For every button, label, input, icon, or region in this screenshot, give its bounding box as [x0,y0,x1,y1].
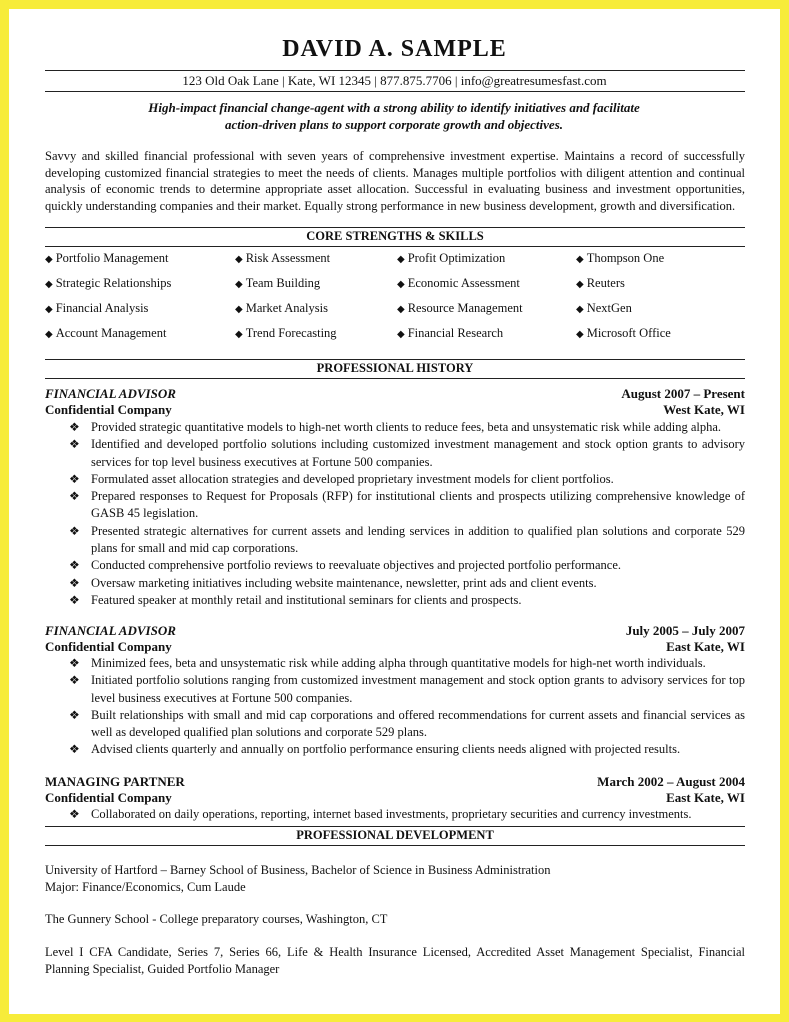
list-item: ❖ Featured speaker at monthly retail and institutional seminars for clients and prospects. [69,592,745,609]
skill-item: ◆ Resource Management [397,301,523,315]
diamond-icon: ◆ [235,304,243,315]
diamond-icon: ◆ [397,304,405,315]
skill-item: ◆ Profit Optimization [397,251,506,265]
skill-item: ◆ Financial Research [397,326,504,340]
skill-item: ◆ Financial Analysis [45,301,149,315]
resume-page [9,9,780,1014]
summary-paragraph: Savvy and skilled financial professional with seven years of comprehensive investment expertise. Maintains a record of successfully developing customized financial strategies to meet the needs of clients. Manages multiple portfolios with diligent attention and continual analysis of economic trends to determine appropriate asset allocation. Successful in evaluating business and investment opportunities, quickly understanding companies and their market. Equally strong performance in new business development, growth and diversification. [45,149,745,213]
list-item: ❖ Built relationships with small and mid cap corporations and offered recommendations for current assets and financial services as well as developed qualified plan solutions and corporate 529 plans. [69,707,745,740]
skill-item: ◆ NextGen [576,301,632,315]
job-bullets [69,655,745,759]
job-company: Confidential Company [45,790,172,805]
education-major: Major: Finance/Economics, Cum Laude [45,880,246,894]
skill-item: ◆ Team Building [235,276,321,290]
development-top-rule [45,826,745,827]
job-location: East Kate, WI [666,790,745,805]
bullet-icon: ❖ [69,807,80,821]
skills-bottom-rule [45,246,745,247]
job-company: Confidential Company [45,639,172,654]
diamond-icon: ◆ [576,329,584,340]
diamond-icon: ◆ [576,304,584,315]
list-item: ❖ Presented strategic alternatives for current assets and lending services in addition to qualified plan solutions and corporate 529 plans for small and mid cap corporations. [69,523,745,556]
list-item: ❖ Minimized fees, beta and unsystematic risk while adding alpha through quantitative models for high-net worth individuals. [69,655,745,672]
skill-item: ◆ Thompson One [576,251,665,265]
objective-line-2: action-driven plans to support corporate growth and objectives. [224,117,563,132]
skill-item: ◆ Trend Forecasting [235,326,337,340]
skills-column-2 [235,249,337,349]
diamond-icon: ◆ [235,279,243,290]
education-degree: University of Hartford – Barney School of Business, Bachelor of Science in Business Administration [45,863,551,877]
bullet-icon: ❖ [69,575,80,590]
bullet-icon: ❖ [69,489,80,504]
job-dates: August 2007 – Present [621,386,745,401]
development-bottom-rule [45,845,745,846]
header-rule [45,70,745,71]
bullet-icon: ❖ [69,471,80,486]
skill-item: ◆ Account Management [45,326,167,340]
diamond-icon: ◆ [45,329,53,340]
diamond-icon: ◆ [45,304,53,315]
diamond-icon: ◆ [45,279,53,290]
list-item: ❖ Conducted comprehensive portfolio reviews to reevaluate objectives and projected portfolio performance. [69,557,745,574]
job-location: West Kate, WI [663,402,745,417]
history-top-rule [45,359,745,360]
skills-heading: CORE STRENGTHS & SKILLS [306,229,484,243]
bullet-icon: ❖ [69,592,80,607]
diamond-icon: ◆ [397,329,405,340]
job-company: Confidential Company [45,402,172,417]
list-item: ❖ Oversaw marketing initiatives including website maintenance, newsletter, print ads and client events. [69,575,745,592]
skill-item: ◆ Market Analysis [235,301,328,315]
list-item: ❖ Identified and developed portfolio solutions including customized investment management and stock option grants to advisory services for top level business executives at Fortune 500 companies. [69,437,745,469]
history-bottom-rule [45,378,745,379]
objective [69,99,719,133]
certifications: Level I CFA Candidate, Series 7, Series 66, Life & Health Insurance Licensed, Accredited Asset Management Specialist, Financial Planning Specialist, Guided Portfolio Manager [45,945,745,976]
job-title: FINANCIAL ADVISOR [45,386,176,401]
skills-column-4 [576,249,671,349]
bullet-icon: ❖ [69,656,80,670]
list-item: ❖ Formulated asset allocation strategies and developed proprietary investment models for client portfolios. [69,471,745,488]
skills-column-3 [397,249,523,349]
contact-rule [45,91,745,92]
history-heading: PROFESSIONAL HISTORY [316,361,474,375]
skill-item: ◆ Strategic Relationships [45,276,172,290]
diamond-icon: ◆ [397,254,405,265]
job-location: East Kate, WI [666,639,745,654]
contact-line: 123 Old Oak Lane | Kate, WI 12345 | 877.875.7706 | info@greatresumesfast.com [182,73,607,88]
list-item: ❖ Collaborated on daily operations, reporting, internet based investments, proprietary securities and currency investments. [69,806,745,823]
bullet-icon: ❖ [69,707,80,722]
list-item: ❖ Advised clients quarterly and annually on portfolio performance ensuring clients needs aligned with projected results. [69,741,745,758]
skill-item: ◆ Economic Assessment [397,276,520,290]
bullet-icon: ❖ [69,742,80,757]
job-title: FINANCIAL ADVISOR [45,623,176,638]
bullet-icon: ❖ [69,437,80,452]
candidate-name: DAVID A. SAMPLE [282,36,507,62]
list-item: ❖ Provided strategic quantitative models to high-net worth clients to reduce fees, beta and unsystematic risk while adding alpha. [69,419,745,436]
bullet-icon: ❖ [69,523,80,538]
job-dates: March 2002 – August 2004 [597,774,745,789]
diamond-icon: ◆ [576,254,584,265]
skills-top-rule [45,227,745,228]
diamond-icon: ◆ [235,329,243,340]
skill-item: ◆ Microsoft Office [576,326,671,340]
job-title: MANAGING PARTNER [45,774,185,789]
skill-item: ◆ Portfolio Management [45,251,169,265]
job-bullets [69,806,745,823]
skill-item: ◆ Risk Assessment [235,251,331,265]
skill-item: ◆ Reuters [576,276,625,290]
bullet-icon: ❖ [69,420,80,434]
list-item: ❖ Prepared responses to Request for Proposals (RFP) for institutional clients and prospects utilizing comprehensive knowledge of GASB 45 legislation. [69,489,745,521]
job-bullets [69,419,745,609]
development-heading: PROFESSIONAL DEVELOPMENT [296,828,494,842]
diamond-icon: ◆ [45,254,53,265]
diamond-icon: ◆ [576,279,584,290]
bullet-icon: ❖ [69,558,80,573]
education-prep: The Gunnery School - College preparatory courses, Washington, CT [45,912,388,926]
diamond-icon: ◆ [235,254,243,265]
skills-column-1 [45,249,171,349]
bullet-icon: ❖ [69,673,80,688]
job-dates: July 2005 – July 2007 [625,623,745,638]
objective-line-1: High-impact financial change-agent with a strong ability to identify initiatives and facilitate [148,100,640,115]
list-item: ❖ Initiated portfolio solutions ranging from customized investment management and stock option grants to advisory services for top level business executives at Fortune 500 companies. [69,673,745,705]
diamond-icon: ◆ [397,279,405,290]
